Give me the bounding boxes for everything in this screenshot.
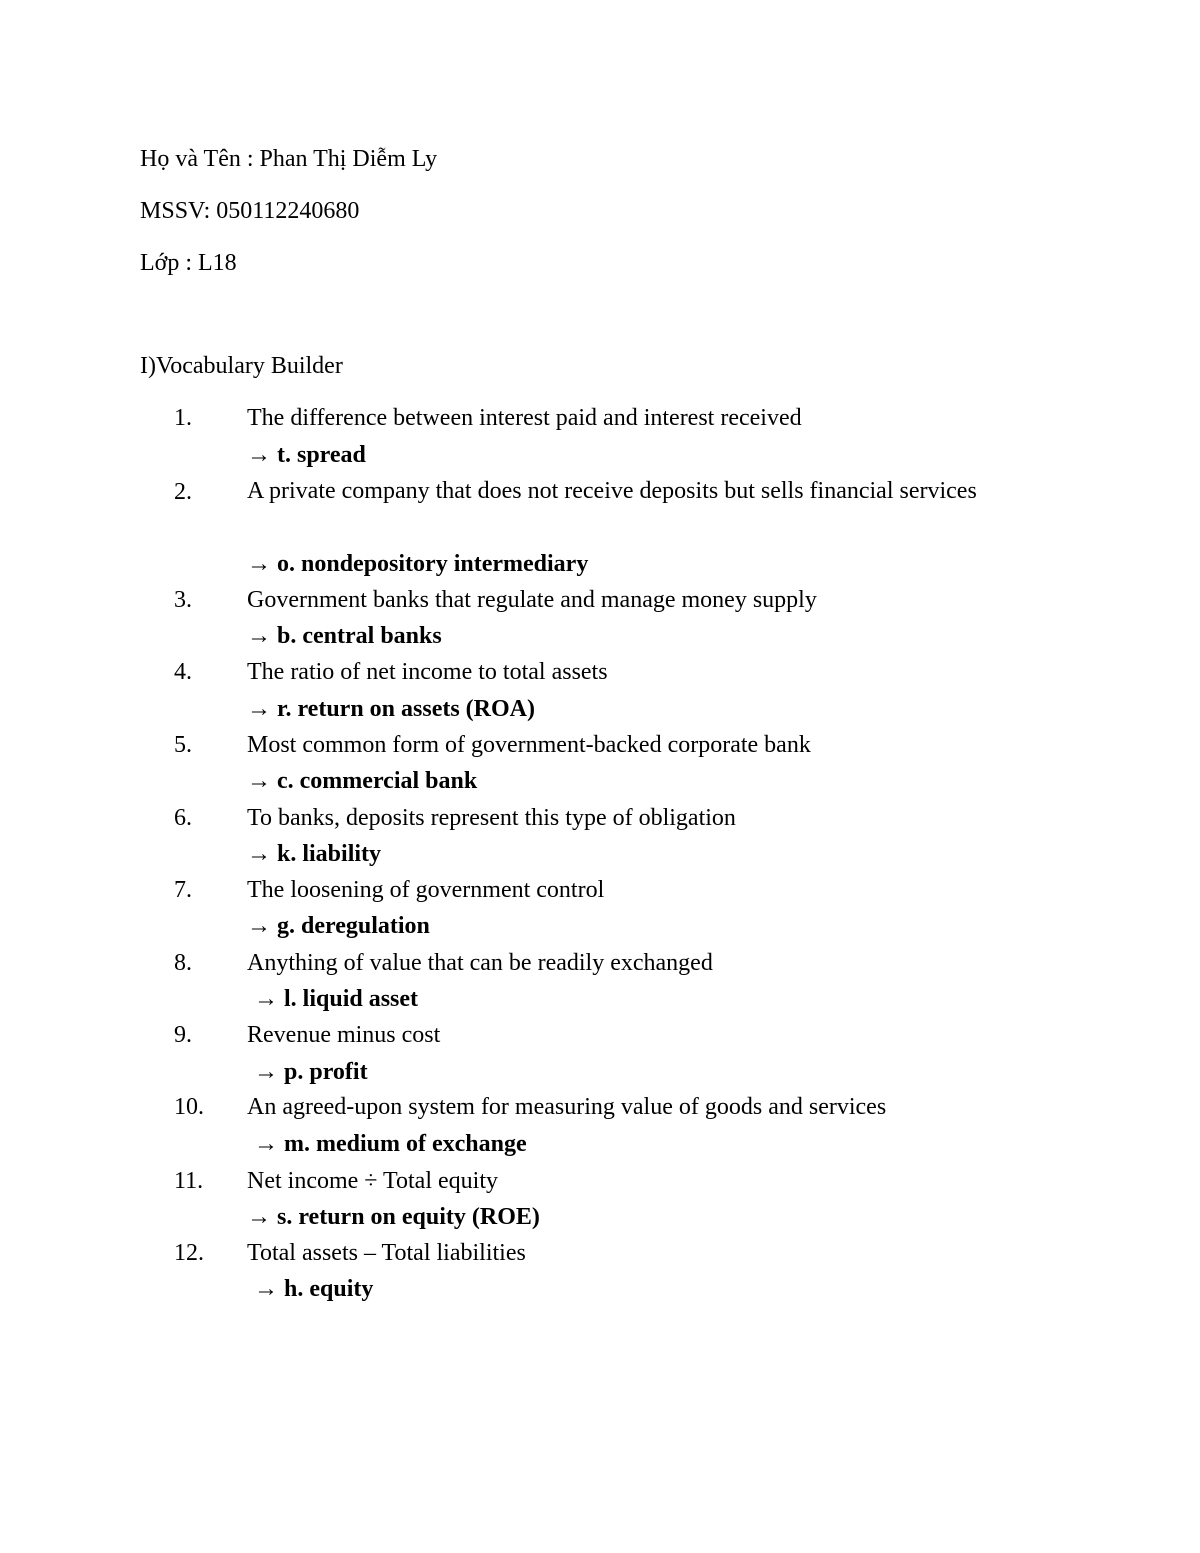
item-question: The loosening of government control <box>247 877 605 903</box>
item-question: The ratio of net income to total assets <box>247 659 608 685</box>
item-question: Total assets – Total liabilities <box>247 1240 526 1266</box>
item-answer: → b. central banks <box>247 623 442 649</box>
item-number: 3. <box>174 587 192 613</box>
item-answer: → c. commercial bank <box>247 768 478 794</box>
item-number: 4. <box>174 659 192 685</box>
item-question: Revenue minus cost <box>247 1022 441 1048</box>
student-id: MSSV: 050112240680 <box>140 198 360 224</box>
item-number: 8. <box>174 950 192 976</box>
student-class: Lớp : L18 <box>140 250 237 276</box>
section-title: I)Vocabulary Builder <box>140 353 343 379</box>
item-question: A private company that does not receive deposits but sells financial services <box>247 478 977 504</box>
item-number: 10. <box>174 1094 204 1120</box>
item-question: Anything of value that can be readily exchanged <box>247 950 713 976</box>
item-question: The difference between interest paid and interest received <box>247 405 802 431</box>
item-number: 7. <box>174 877 192 903</box>
item-number: 11. <box>174 1168 204 1194</box>
item-question: To banks, deposits represent this type of obligation <box>247 805 736 831</box>
item-answer: → h. equity <box>254 1276 374 1302</box>
item-answer: → m. medium of exchange <box>254 1131 527 1157</box>
item-number: 5. <box>174 732 192 758</box>
item-question: Most common form of government-backed corporate bank <box>247 732 811 758</box>
item-answer: → o. nondepository intermediary <box>247 551 589 577</box>
item-number: 9. <box>174 1022 192 1048</box>
item-number: 6. <box>174 805 192 831</box>
item-number: 2. <box>174 479 192 505</box>
item-answer: → s. return on equity (ROE) <box>247 1204 540 1230</box>
student-name: Họ và Tên : Phan Thị Diễm Ly <box>140 146 438 172</box>
item-answer: → r. return on assets (ROA) <box>247 696 535 722</box>
item-answer: → k. liability <box>247 841 382 867</box>
item-answer: → g. deregulation <box>247 913 430 939</box>
item-number: 12. <box>174 1240 204 1266</box>
item-answer: → t. spread <box>247 442 366 468</box>
item-question: Government banks that regulate and manage money supply <box>247 587 817 613</box>
item-question: An agreed-upon system for measuring value of goods and services <box>247 1094 887 1120</box>
item-question: Net income ÷ Total equity <box>247 1168 498 1194</box>
item-answer: → l. liquid asset <box>254 986 419 1012</box>
item-answer: → p. profit <box>254 1059 368 1085</box>
item-number: 1. <box>174 405 192 431</box>
